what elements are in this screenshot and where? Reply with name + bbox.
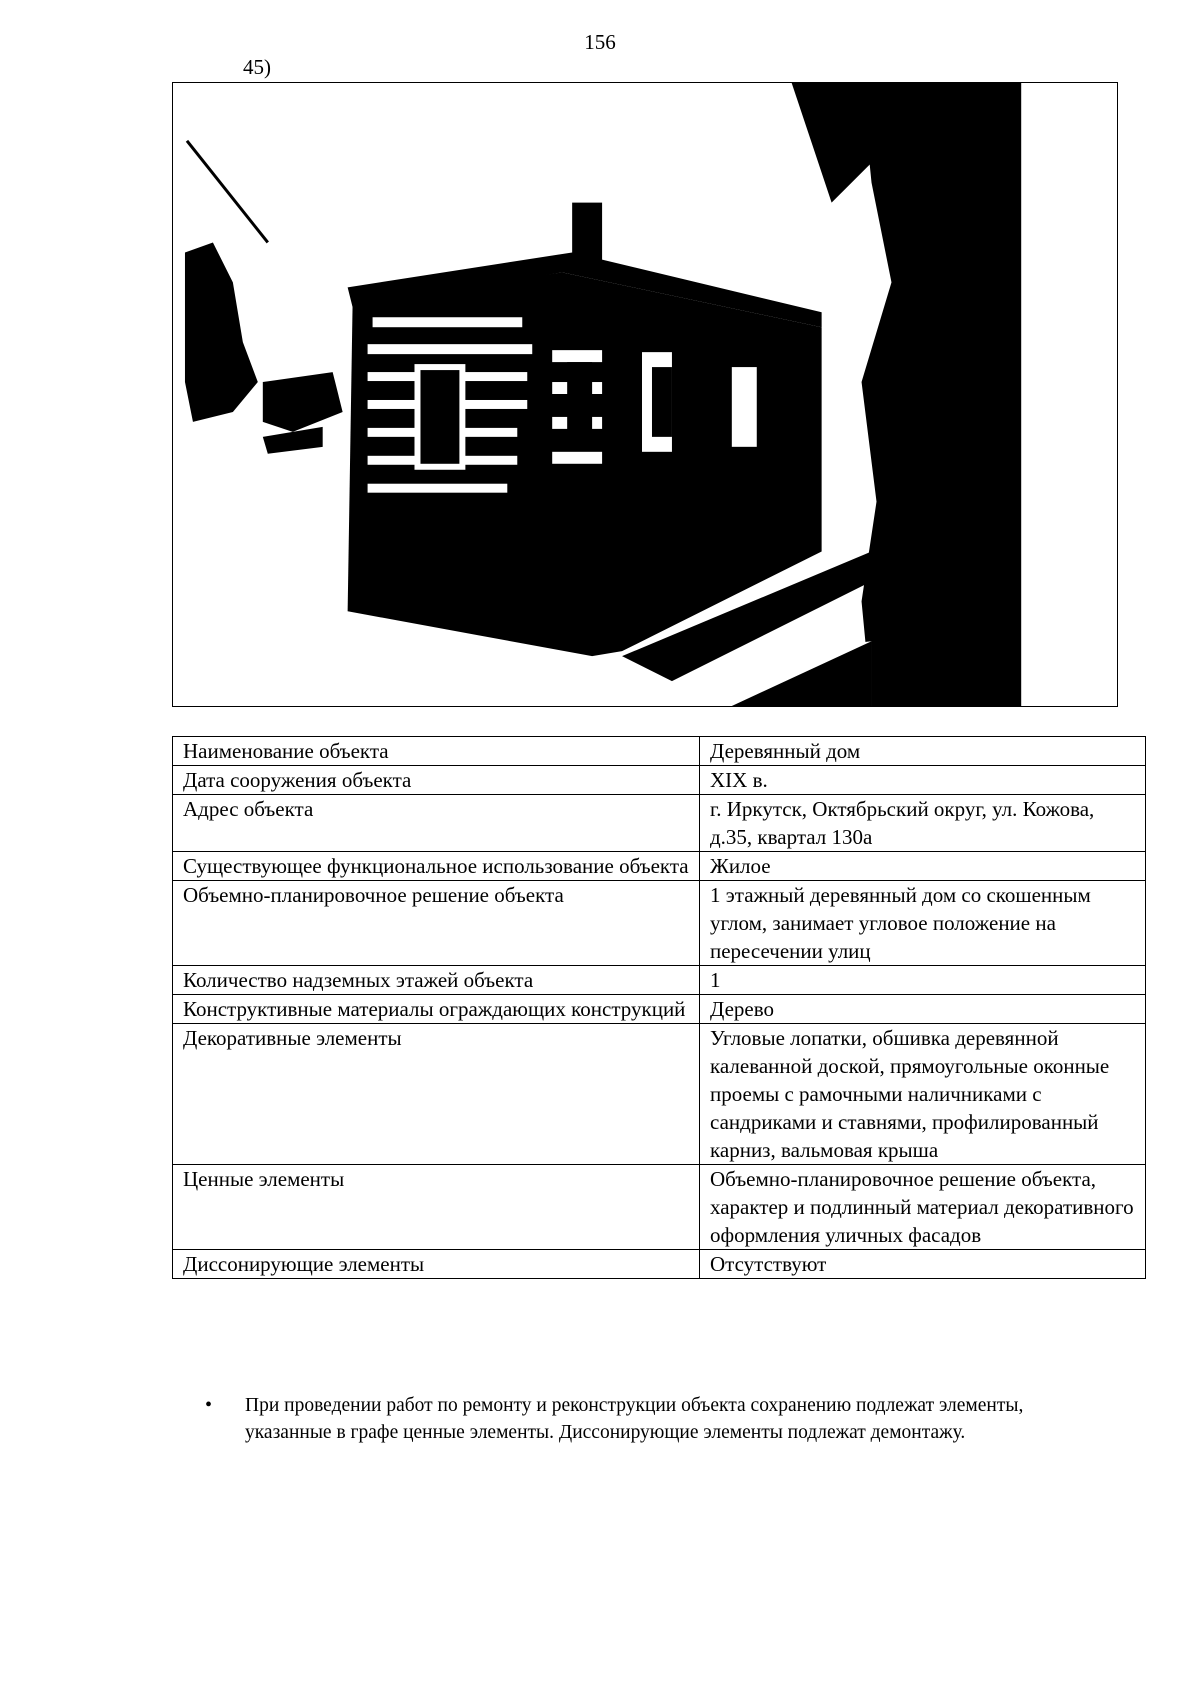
row-label: Диссонирующие элементы — [173, 1250, 700, 1279]
page-number: 156 — [584, 30, 616, 54]
table-row — [173, 766, 1146, 795]
object-info-table — [172, 736, 1146, 1279]
figure-label: 45) — [243, 55, 271, 79]
table-row — [173, 881, 1146, 966]
table-row — [173, 737, 1146, 766]
table-row — [173, 966, 1146, 995]
row-value: Жилое — [700, 852, 1146, 881]
preservation-note — [205, 1392, 1105, 1446]
row-value: Отсутствуют — [700, 1250, 1146, 1279]
row-label: Существующее функциональное использование объекта — [173, 852, 700, 881]
row-label: Декоративные элементы — [173, 1024, 700, 1165]
row-value: Объемно-планировочное решение объекта, характер и подлинный материал декоративного оформления уличных фасадов — [700, 1165, 1146, 1250]
row-label: Объемно-планировочное решение объекта — [173, 881, 700, 966]
row-value: Дерево — [700, 995, 1146, 1024]
row-value: г. Иркутск, Октябрьский округ, ул. Кожова, д.35, квартал 130а — [700, 795, 1146, 852]
table-row — [173, 1165, 1146, 1250]
house-photo — [172, 82, 1118, 707]
table-row — [173, 1024, 1146, 1165]
row-value: Деревянный дом — [700, 737, 1146, 766]
table-row — [173, 795, 1146, 852]
row-value: XIX в. — [700, 766, 1146, 795]
row-label: Наименование объекта — [173, 737, 700, 766]
table-row — [173, 995, 1146, 1024]
row-label: Дата сооружения объекта — [173, 766, 700, 795]
row-value: 1 — [700, 966, 1146, 995]
row-label: Ценные элементы — [173, 1165, 700, 1250]
table-row — [173, 1250, 1146, 1279]
house-photo-icon — [173, 83, 1117, 706]
row-value: 1 этажный деревянный дом со скошенным углом, занимает угловое положение на пересечении улиц — [700, 881, 1146, 966]
bullet-icon: • — [205, 1394, 213, 1416]
table-row — [173, 852, 1146, 881]
note-text: При проведении работ по ремонту и реконструкции объекта сохранению подлежат элементы, указанные в графе ценные элементы. Диссонирующие элементы подлежат демонтажу. — [245, 1395, 1024, 1443]
row-label: Адрес объекта — [173, 795, 700, 852]
row-label: Конструктивные материалы ограждающих конструкций — [173, 995, 700, 1024]
row-value: Угловые лопатки, обшивка деревянной калеванной доской, прямоугольные оконные проемы с рамочными наличниками с сандриками и ставнями, профилированный карниз, вальмовая крыша — [700, 1024, 1146, 1165]
row-label: Количество надземных этажей объекта — [173, 966, 700, 995]
